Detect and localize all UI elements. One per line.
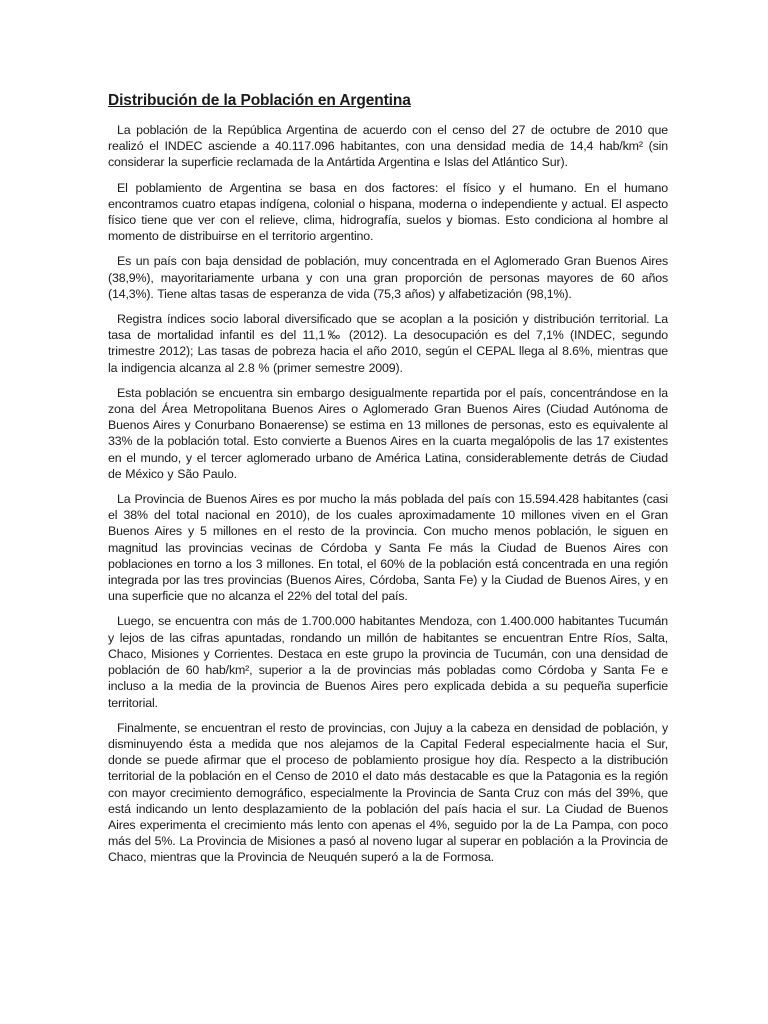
paragraph-settlement-factors: El poblamiento de Argentina se basa en dos factores: el físico y el humano. En el humano encontramos cuatro etapas indígena, colonial o hispana, moderna o independiente y actual. El aspecto físico tiene que ver con el relieve, clima, hidrografía, suelos y biomas. Esto condiciona al hombre al momento de distribuirse en el territorio argentino. xyxy=(108,180,668,244)
document-title: Distribución de la Población en Argentina xyxy=(108,92,411,109)
paragraph-remaining-provinces: Finalmente, se encuentran el resto de provincias, con Jujuy a la cabeza en densidad de población, y disminuyendo ésta a medida que nos alejamos de la Capital Federal especialmente hacia el Sur, donde se puede afirmar que el proceso de poblamiento prosigue hoy día. Respecto a la distribución territorial de la población en el Censo de 2010 el dato más destacable es que la Patagonia es la región con mayor crecimiento demográfico, especialmente la Provincia de Santa Cruz con más del 39%, que está indicando un lento desplazamiento de la población del país hacia el sur. La Ciudad de Buenos Aires experimenta el crecimiento más lento con apenas el 4%, seguido por la de La Pampa, con poco más del 5%. La Provincia de Misiones a pasó al noveno lugar al superar en población a la Provincia de Chaco, mientras que la Provincia de Neuquén superó a la de Formosa. xyxy=(108,720,668,865)
paragraph-metropolitan-area: Esta población se encuentra sin embargo desigualmente repartida por el país, concentrándose en la zona del Área Metropolitana Buenos Aires o Aglomerado Gran Buenos Aires (Ciudad Autónoma de Buenos Aires y Conurbano Bonaerense) se estima en 13 millones de personas, esto es equivalente al 33% de la población total. Esto convierte a Buenos Aires en la cuarta megalópolis de las 17 existentes en el mundo, y el tercer aglomerado urbano de América Latina, considerablemente detrás de Ciudad de México y São Paulo. xyxy=(108,385,668,481)
paragraph-density: Es un país con baja densidad de población, muy concentrada en el Aglomerado Gran Buenos Aires (38,9%), mayoritariamente urbana y con una gran proporción de personas mayores de 60 años (14,3%). Tiene altas tasas de esperanza de vida (75,3 años) y alfabetización (98,1%). xyxy=(108,254,668,301)
paragraph-buenos-aires-province: La Provincia de Buenos Aires es por mucho la más poblada del país con 15.594.428 habitantes (casi el 38% del total nacional en 2010), de los cuales aproximadamente 10 millones viven en el Gran Buenos Aires y 5 millones en el resto de la provincia. Con mucho menos población, le siguen en magnitud las provincias vecinas de Córdoba y Santa Fe más la Ciudad de Buenos Aires con poblaciones en torno a los 3 millones. En total, el 60% de la población está concentrada en una región integrada por las tres provincias (Buenos Aires, Córdoba, Santa Fe) y la Ciudad de Buenos Aires, y en una superficie que no alcanza el 22% del total del país. xyxy=(108,492,668,604)
paragraph-other-provinces: Luego, se encuentra con más de 1.700.000 habitantes Mendoza, con 1.400.000 habitantes Tucumán y lejos de las cifras apuntadas, rondando un millón de habitantes se encuentran Entre Ríos, Salta, Chaco, Misiones y Corrientes. Destaca en este grupo la provincia de Tucumán, con una densidad de población de 60 hab/km², superior a la de provincias más pobladas como Córdoba y Santa Fe e incluso a la media de la provincia de Buenos Aires pero explicada debida a su pequeña superficie territorial. xyxy=(108,614,668,710)
paragraph-census: La población de la República Argentina de acuerdo con el censo del 27 de octubre de 2010 que realizó el INDEC asciende a 40.117.096 habitantes, con una densidad media de 14,4 hab/km² (sin considerar la superficie reclamada de la Antártida Argentina e Islas del Atlántico Sur). xyxy=(108,123,668,170)
paragraph-socio-labor: Registra índices socio laboral diversificado que se acoplan a la posición y distribución territorial. La tasa de mortalidad infantil es del 11,1‰ (2012). La desocupación es del 7,1% (INDEC, segundo trimestre 2012); Las tasas de pobreza hacia el año 2010, según el CEPAL llega al 8.6%, mientras que la indigencia alcanza al 2.8 % (primer semestre 2009). xyxy=(108,312,668,375)
